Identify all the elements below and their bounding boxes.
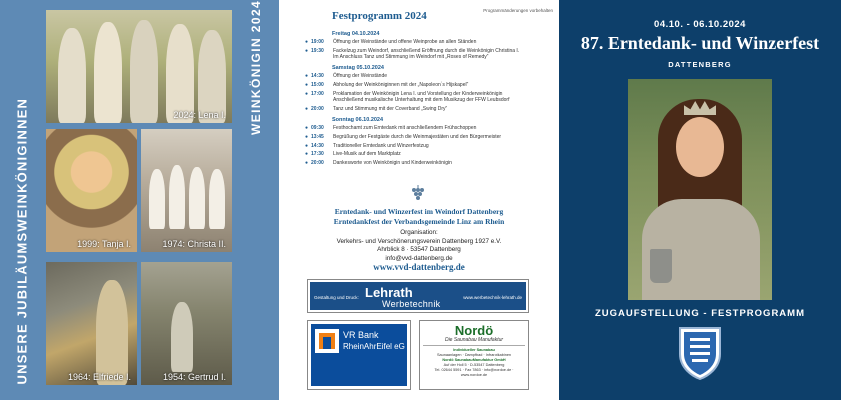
program-item: ● 17:30 Live-Musik auf dem Marktplatz — [305, 151, 401, 158]
clock-icon: ● — [305, 151, 309, 158]
clock-icon: ● — [305, 47, 309, 54]
clock-icon: ● — [305, 73, 309, 80]
photo-caption: 1974: Christa II. — [162, 239, 226, 249]
website-link[interactable]: www.vvd-dattenberg.de — [373, 262, 465, 272]
clock-icon: ● — [305, 160, 309, 167]
program-item: ● 14:30 Öffnung der Weinstände — [305, 73, 388, 80]
day-label: Freitag 04.10.2024 — [332, 31, 380, 37]
photo-queen-1954 — [141, 262, 232, 385]
town-name: DATTENBERG — [668, 60, 732, 69]
program-panel — [279, 0, 559, 400]
day-label: Sonntag 06.10.2024 — [332, 117, 384, 123]
nordo-logo: Nordö — [454, 323, 494, 338]
vr-bank-logo-icon — [315, 329, 339, 353]
day-label: Samstag 05.10.2024 — [332, 65, 384, 72]
photo-caption: 1999: Tanja I. — [77, 239, 131, 249]
photo-queens-2024 — [46, 10, 232, 123]
program-item: ● 20:00 Tanz und Stimmung mit der Coverband „Swing Dry“ — [305, 105, 448, 112]
program-item: ● 17:00 Proklamation der Weinkönigin Lena I. und Vorstellung der Kinderweinkönigin Anschließend musikalische Unterhaltung mit dem Musikzug der FFW Leubsdorf — [305, 90, 510, 103]
clock-icon: ● — [305, 125, 309, 131]
photo-caption: 1964: Elfriede I. — [67, 372, 131, 382]
grapes-icon — [409, 184, 427, 202]
photo-queen-1999 — [46, 129, 137, 252]
clock-icon: ● — [305, 39, 309, 45]
wine-cup-icon — [650, 249, 672, 283]
organizer-titles: Erntedank- und Winzerfest im Weindorf Dattenberg Erntedankfest der Verbandsgemeinde Linz am Rhein — [333, 207, 505, 226]
program-item: ● 20:00 Dankesworte von Weinkönigin und Kinderweinkönigin — [305, 160, 452, 167]
clock-icon: ● — [305, 82, 309, 88]
clock-icon: ● — [305, 133, 309, 140]
clock-icon: ● — [305, 105, 309, 112]
program-title: Festprogramm 2024 — [332, 10, 427, 22]
clock-icon: ● — [305, 90, 309, 97]
ad-nordo: Nordö Die Saunabau Manufaktur Individueller Saunabau Saunaanlagen · Dampfbad · Infrarotkabinen Nordö SaunabauManufaktur GmbH Auf der Holl 5 · D-53547 Dattenberg Tel. 02644 5591 · Fax 7863 · info@nordoe.de · www.nordoe.de — [419, 320, 529, 390]
program-item: ● 13:45 Begrüßung der Festgäste durch die Weinmajestäten und den Bürgermeister — [305, 133, 502, 140]
clock-icon: ● — [305, 142, 309, 149]
program-list — [305, 26, 555, 169]
festival-title: 87. Erntedank- und Winzerfest — [580, 33, 820, 53]
wine-queen-2024-heading: WEINKÖNIGIN 2024 — [249, 0, 263, 135]
ad-vr-bank: VR Bank RheinAhrEifel eG — [307, 320, 411, 390]
program-item: ● 14:30 Traditioneller Erntedank und Winzerfestzug — [305, 142, 429, 149]
coat-of-arms-icon — [678, 324, 722, 380]
lehrath-logo: Lehrath — [365, 285, 413, 300]
left-panel — [0, 0, 279, 400]
organizer-email[interactable]: info@vvd-dattenberg.de — [385, 254, 453, 262]
photo-wine-queen — [628, 79, 772, 300]
program-item: ● 15:00 Abholung der Weinköniginnen mit der „Napoleon´s Hijskapel“ — [305, 82, 469, 88]
program-item: ● 19:00 Öffnung der Weinstände und offene Weinprobe an allen Ständen — [305, 39, 477, 45]
festival-dates: 04.10. - 06.10.2024 — [654, 19, 746, 30]
program-item: ● 09:30 Festhochamt zum Erntedank mit anschließendem Frühschoppen — [305, 125, 477, 131]
ad-lehrath: Gestaltung und Druck: Lehrath Werbetechnik www.werbetechnik-lehrath.de — [307, 279, 529, 313]
organizer-contact: Organisation: Verkehrs- und Verschönerungsverein Dattenberg 1927 e.V. Ahrblick 8 · 53547 Dattenberg info@vvd-dattenberg.de — [279, 229, 559, 263]
photo-queen-1964 — [46, 262, 137, 385]
tour-heading: ZUGAUFSTELLUNG - FESTPROGRAMM — [594, 308, 805, 319]
photo-caption: 2024: Lena I. — [173, 110, 226, 120]
photo-caption: 1954: Gertrud I. — [162, 372, 226, 382]
cover-panel — [559, 0, 841, 400]
change-note: Programmänderungen vorbehalten — [483, 8, 553, 13]
program-item: ● 19:30 Fackelzug zum Weindorf, anschließend Eröffnung durch die Weinkönigin Christina I. Im Anschluss Tanz und Stimmung im Weindorf mit „Roses of Remedy“ — [305, 47, 520, 60]
jubilee-queens-heading: UNSERE JUBILÄUMSWEINKÖNIGINNEN — [14, 97, 30, 385]
photo-queen-1974 — [141, 129, 232, 252]
